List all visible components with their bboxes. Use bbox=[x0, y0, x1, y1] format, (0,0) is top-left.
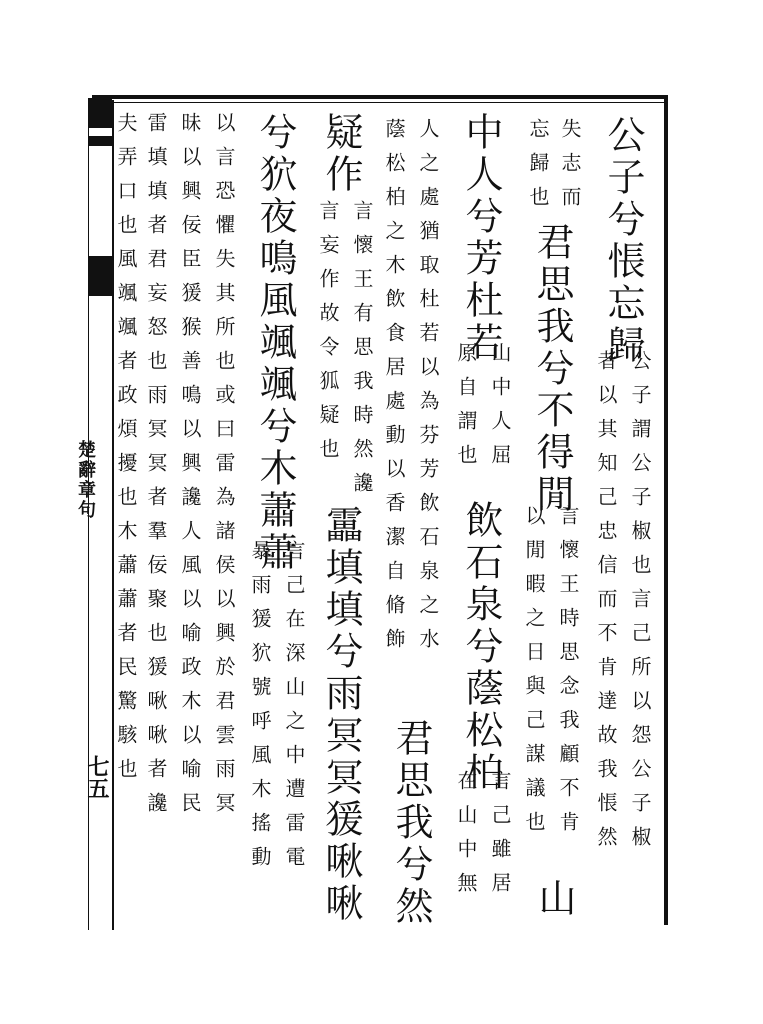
text-column: 言己在深山之中遭雷電 bbox=[282, 540, 306, 880]
text-column: 公子謂公子椒也言己所以怨公子椒 bbox=[628, 350, 652, 860]
text-column: 公子兮悵忘歸 bbox=[601, 115, 645, 367]
right-border bbox=[664, 95, 668, 925]
page-number: 七五 bbox=[84, 755, 110, 799]
text-column: 山 bbox=[532, 878, 576, 920]
text-column: 疑作 bbox=[319, 112, 363, 196]
text-column: 雷填填者君妄怒也雨冥冥者羣佞聚也猨啾啾者讒 bbox=[144, 112, 168, 826]
text-column: 以言恐懼失其所也或曰雷為諸侯以興於君雲雨冥 bbox=[212, 112, 236, 826]
text-column: 山中人屈 bbox=[488, 342, 512, 478]
text-column: 言己雖居 bbox=[488, 770, 512, 906]
text-column: 夫弄口也風颯颯者政煩擾也木蕭蕭者民驚駭也 bbox=[114, 112, 138, 792]
text-column: 君思我兮然 bbox=[389, 718, 433, 928]
text-column: 言妄作故令狐疑也 bbox=[316, 200, 340, 472]
text-column: 原自謂也 bbox=[454, 342, 478, 478]
text-column: 兮狖夜鳴風颯颯兮木蕭蕭 bbox=[253, 112, 297, 574]
text-column: 失志而 bbox=[558, 118, 582, 220]
top-border bbox=[92, 95, 668, 99]
text-column: 飲石泉兮蔭松柏 bbox=[459, 500, 503, 794]
text-column: 中人兮芳杜若 bbox=[459, 112, 503, 364]
text-column: 以閒暇之日與己謀議也 bbox=[522, 505, 546, 845]
text-column: 人之處猶取杜若以為芬芳飲石泉之水 bbox=[416, 118, 440, 662]
text-column: 昧以興佞臣猨猴善鳴以興讒人風以喻政木以喻民 bbox=[178, 112, 202, 826]
margin-fishtail bbox=[88, 98, 112, 328]
book-title: 楚辭章句 bbox=[75, 440, 96, 520]
text-column: 靁填填兮雨冥冥猨啾啾 bbox=[319, 505, 363, 925]
top-border-thin bbox=[92, 102, 668, 103]
text-column: 言懷王時思念我顧不肯 bbox=[556, 505, 580, 845]
text-column: 君思我兮不得閒 bbox=[530, 222, 574, 516]
text-column: 忘歸也 bbox=[526, 118, 550, 220]
text-column: 言懷王有思我時然讒 bbox=[350, 200, 374, 506]
text-column: 在山中無 bbox=[454, 770, 478, 906]
text-column: 蔭松柏之木飲食居處動以香潔自脩飾 bbox=[382, 118, 406, 662]
text-column: 者以其知己忠信而不肯達故我悵然 bbox=[594, 350, 618, 860]
text-column: 暴雨猨狖號呼風木搖動 bbox=[248, 540, 272, 880]
